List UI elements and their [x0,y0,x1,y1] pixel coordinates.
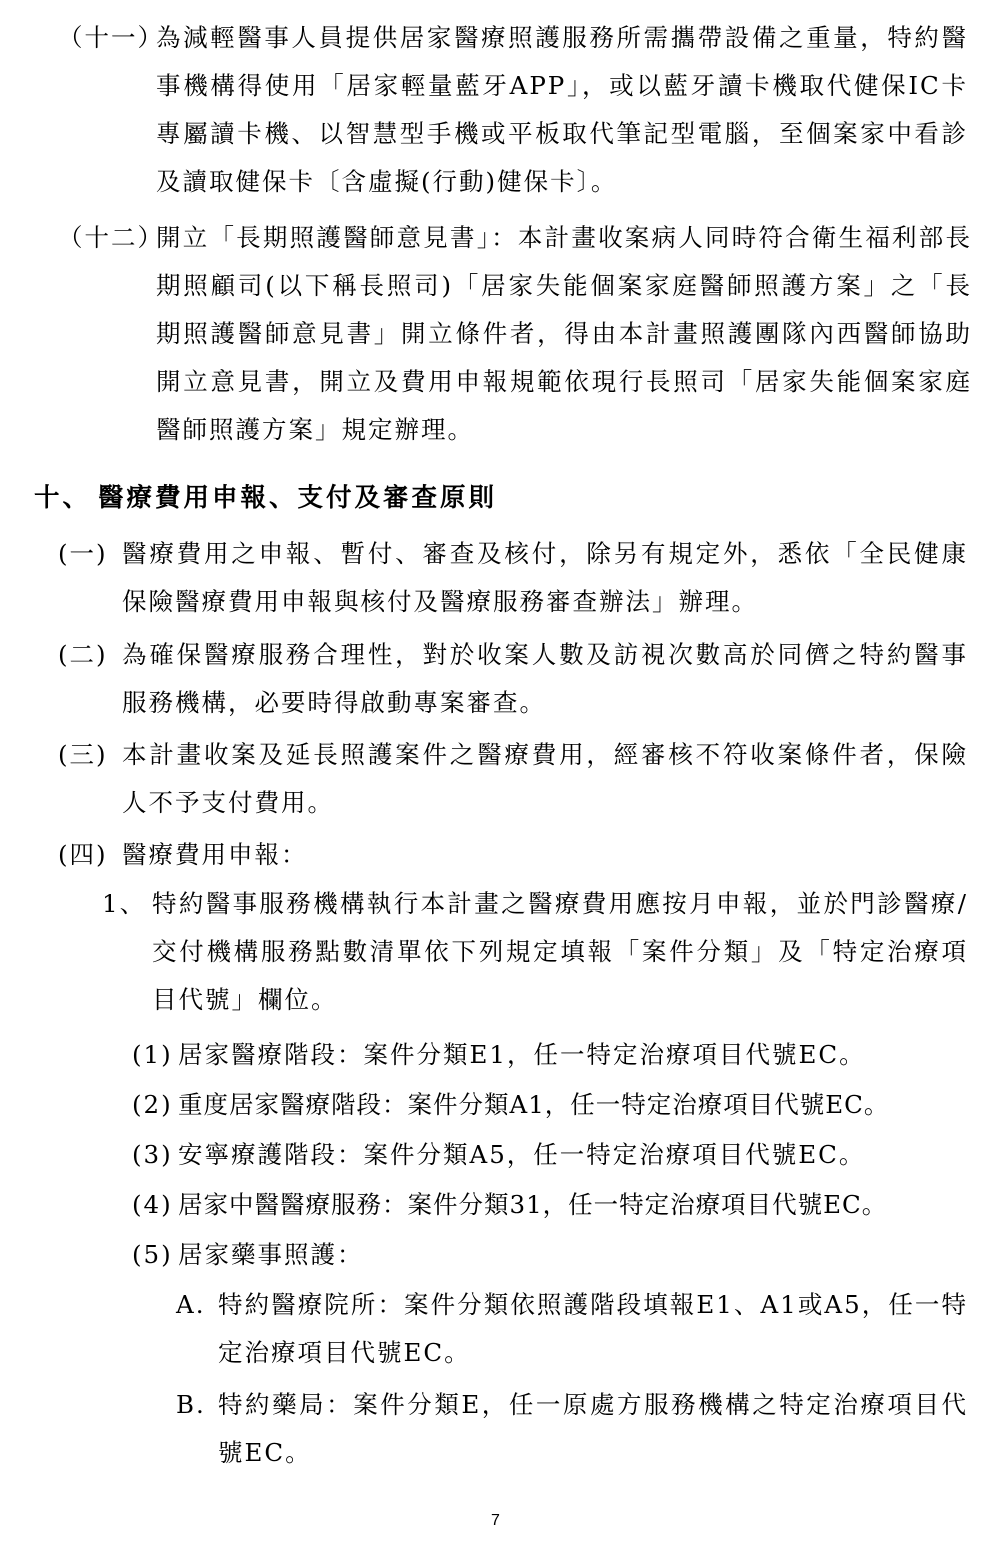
subitem-1-label: (一) [58,539,108,568]
list-item-4-label: (4) [132,1190,173,1219]
subitem-2-label: (二) [58,640,108,669]
alpha-item-a-text: 特約醫療院所：案件分類依照護階段填報E1、A1或A5，任一特定治療項目代號EC。 [218,1290,968,1367]
point-1 [102,880,968,1024]
subitem-4 [58,831,968,879]
list-item-5-text: 居家藥事照護： [178,1240,364,1269]
list-item-2-label: (2) [132,1090,173,1119]
item-12-label: （十二） [58,223,164,252]
subitem-3 [58,731,968,827]
subitem-3-label: (三) [58,740,108,769]
item-11-text: 為減輕醫事人員提供居家醫療照護服務所需攜帶設備之重量，特約醫事機構得使用「居家輕量藍牙APP」，或以藍牙讀卡機取代健保IC卡專屬讀卡機、以智慧型手機或平板取代筆記型電腦，至個案家中看診及讀取健保卡〔含虛擬(行動)健保卡〕。 [156,23,968,196]
subitem-4-text: 醫療費用申報： [122,840,308,869]
item-11 [58,14,968,206]
list-item-2 [132,1081,972,1129]
list-item-1-text: 居家醫療階段：案件分類E1，任一特定治療項目代號EC。 [178,1040,866,1069]
list-item-3 [132,1131,972,1179]
point-1-label: 1、 [102,889,147,918]
item-12-text: 開立「長期照護醫師意見書」：本計畫收案病人同時符合衛生福利部長期照顧司(以下稱長照司)「居家失能個案家庭醫師照護方案」之「長期照護醫師意見書」開立條件者，得由本計畫照護團隊內西醫師協助開立意見書，開立及費用申報規範依現行長照司「居家失能個案家庭醫師照護方案」規定辦理。 [156,223,972,444]
item-11-label: （十一） [58,23,164,52]
alpha-item-b-label: B. [176,1390,206,1419]
alpha-item-a-label: A. [176,1290,206,1319]
section-heading [34,474,964,522]
list-item-4 [132,1181,972,1229]
item-12 [58,214,972,454]
section-title: 醫療費用申報、支付及審查原則 [98,483,498,513]
subitem-2 [58,631,968,727]
page-number: 7 [491,1512,500,1529]
section-number: 十、 [34,483,92,513]
list-item-5-label: (5) [132,1240,173,1269]
list-item-5 [132,1231,972,1279]
list-item-3-text: 安寧療護階段：案件分類A5，任一特定治療項目代號EC。 [178,1140,866,1169]
subitem-1-text: 醫療費用之申報、暫付、審查及核付，除另有規定外，悉依「全民健康保險醫療費用申報與核付及醫療服務審查辦法」辦理。 [122,539,968,616]
subitem-1 [58,530,968,626]
list-item-1-label: (1) [132,1040,173,1069]
list-item-3-label: (3) [132,1140,173,1169]
subitem-4-label: (四) [58,840,108,869]
subitem-2-text: 為確保醫療服務合理性，對於收案人數及訪視次數高於同儕之特約醫事服務機構，必要時得啟動專案審查。 [122,640,968,717]
alpha-item-b [176,1381,968,1477]
list-item-1 [132,1031,972,1079]
list-item-4-text: 居家中醫醫療服務：案件分類31，任一特定治療項目代號EC。 [178,1190,888,1219]
point-1-text: 特約醫事服務機構執行本計畫之醫療費用應按月申報，並於門診醫療/交付機構服務點數清單依下列規定填報「案件分類」及「特定治療項目代號」欄位。 [152,889,968,1014]
subitem-3-text: 本計畫收案及延長照護案件之醫療費用，經審核不符收案條件者，保險人不予支付費用。 [122,740,968,817]
list-item-2-text: 重度居家醫療階段：案件分類A1，任一特定治療項目代號EC。 [178,1090,890,1119]
alpha-item-a [176,1281,968,1377]
alpha-item-b-text: 特約藥局：案件分類E，任一原處方服務機構之特定治療項目代號EC。 [218,1390,968,1467]
